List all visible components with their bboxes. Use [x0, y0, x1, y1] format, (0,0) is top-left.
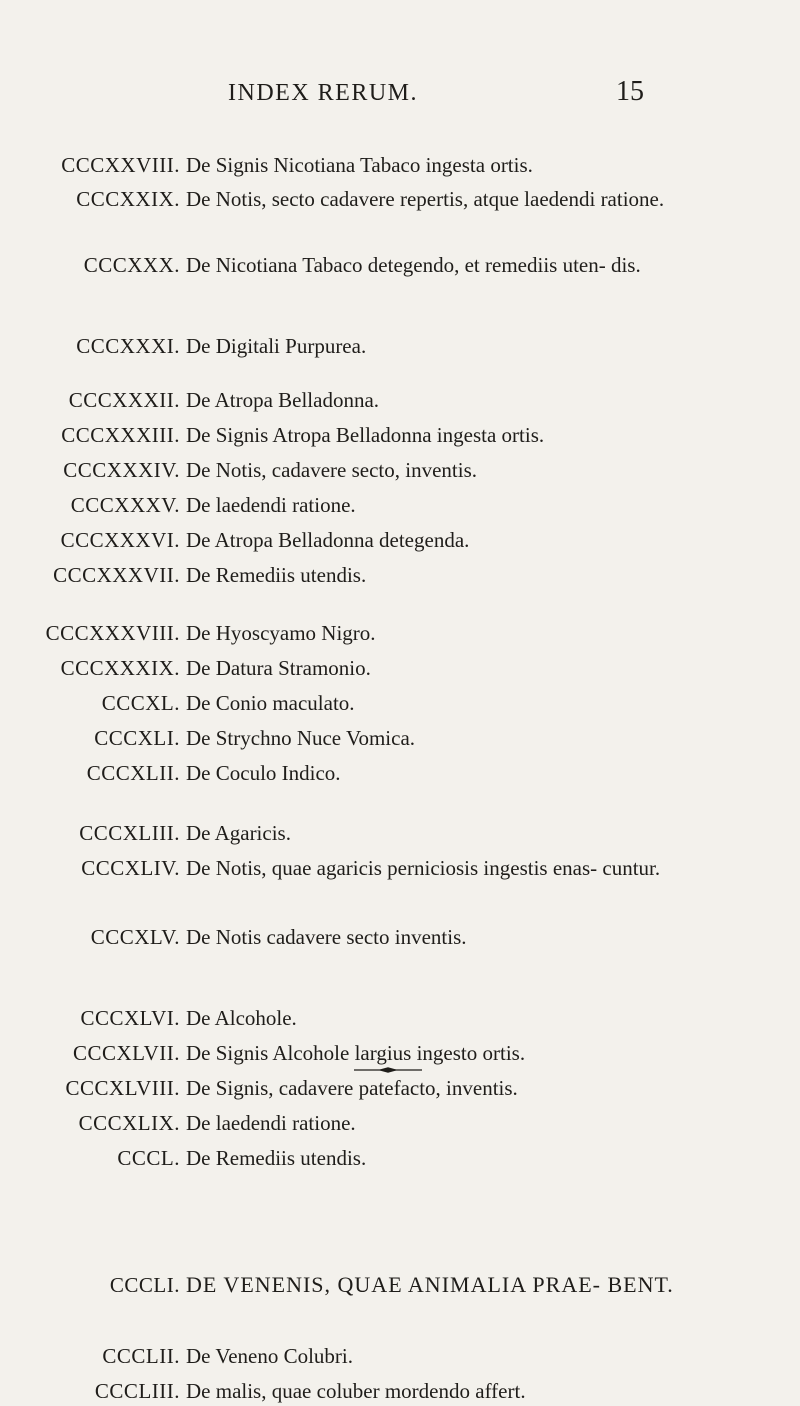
entry-numeral: CCCXXXVIII.	[45, 621, 180, 645]
entry-numeral: CCCL.	[117, 1146, 180, 1170]
entry-text: De Notis, cadavere secto, inventis.	[186, 458, 477, 482]
entry-text: De laedendi ratione.	[186, 493, 356, 517]
entry-text: De Coculo Indico.	[186, 761, 341, 785]
entry-numeral: CCCXXVIII.	[61, 153, 180, 177]
entry-numeral: CCCXXXV.	[70, 493, 180, 517]
entry-text: De Veneno Colubri.	[186, 1344, 354, 1368]
entry-text: De Atropa Belladonna detegenda.	[186, 528, 470, 552]
entry-text: De Nicotiana Tabaco detegendo, et remediis uten- dis.	[186, 253, 641, 277]
entry-numeral: CCCXXXIV.	[63, 458, 180, 482]
entry-numeral: CCCXXXVII.	[53, 563, 180, 587]
entry-text: De Remediis utendis.	[186, 1146, 367, 1170]
entry-numeral: CCCXXXI.	[76, 334, 180, 358]
entry-numeral: CCCXLVIII.	[65, 1076, 180, 1100]
entry-numeral: CCCXLIX.	[78, 1111, 180, 1135]
entry-text: De Notis cadavere secto inventis.	[186, 925, 467, 949]
entry-text: De Agaricis.	[186, 821, 291, 845]
running-header	[0, 76, 800, 120]
entry-numeral: CCCXLIII.	[79, 821, 180, 845]
entry-numeral: CCCXXXIX.	[60, 656, 180, 680]
entry-text: De Hyoscyamo Nigro.	[186, 621, 376, 645]
entry-text: De Remediis utendis.	[186, 563, 367, 587]
entry-text: De Digitali Purpurea.	[186, 334, 367, 358]
entry-text: De Strychno Nuce Vomica.	[186, 726, 416, 750]
entry-text: De Notis, secto cadavere repertis, atque laedendi ratione.	[186, 187, 665, 211]
entry-numeral: CCCXXXVI.	[60, 528, 180, 552]
ornamental-rule-icon	[352, 1066, 424, 1074]
entry-numeral: CCCLI.	[109, 1273, 180, 1297]
entry-numeral: CCCXXX.	[83, 253, 180, 277]
page-number: 15	[616, 76, 644, 107]
entry-numeral: CCCXLV.	[90, 925, 180, 949]
entry-text: De Conio maculato.	[186, 691, 355, 715]
entry-numeral: CCCXLVI.	[80, 1006, 180, 1030]
entry-numeral: CCCXLII.	[86, 761, 180, 785]
entry-text: De Notis, quae agaricis perniciosis ingestis enas- cuntur.	[186, 856, 661, 880]
entry-numeral: CCCXXIX.	[76, 187, 180, 211]
entry-text: De Datura Stramonio.	[186, 656, 371, 680]
entry-text: De laedendi ratione.	[186, 1111, 356, 1135]
entry-numeral: CCCXXXII.	[68, 388, 180, 412]
entry-numeral: CCCXXXIII.	[61, 423, 180, 447]
entry-text: De Signis Alcohole largius ingesto ortis.	[186, 1041, 526, 1065]
entry-numeral: CCCXLIV.	[81, 856, 180, 880]
entry-numeral: CCCLIII.	[94, 1379, 180, 1403]
entry-text: De Signis Atropa Belladonna ingesta ortis.	[186, 423, 545, 447]
entry-numeral: CCCXLVII.	[73, 1041, 180, 1065]
running-title: INDEX RERUM.	[228, 80, 418, 106]
entry-text: De malis, quae coluber mordendo affert.	[186, 1379, 526, 1403]
entry-numeral: CCCLII.	[102, 1344, 180, 1368]
entry-text: De Signis, cadavere patefacto, inventis.	[186, 1076, 518, 1100]
entry-text: De Alcohole.	[186, 1006, 297, 1030]
entry-text: De Signis Nicotiana Tabaco ingesta ortis.	[186, 153, 533, 177]
entry-text: DE VENENIS, QUAE ANIMALIA PRAE- BENT.	[186, 1272, 674, 1297]
entry-numeral: CCCXLI.	[94, 726, 180, 750]
entry-numeral: CCCXL.	[101, 691, 180, 715]
entry-text: De Atropa Belladonna.	[186, 388, 380, 412]
